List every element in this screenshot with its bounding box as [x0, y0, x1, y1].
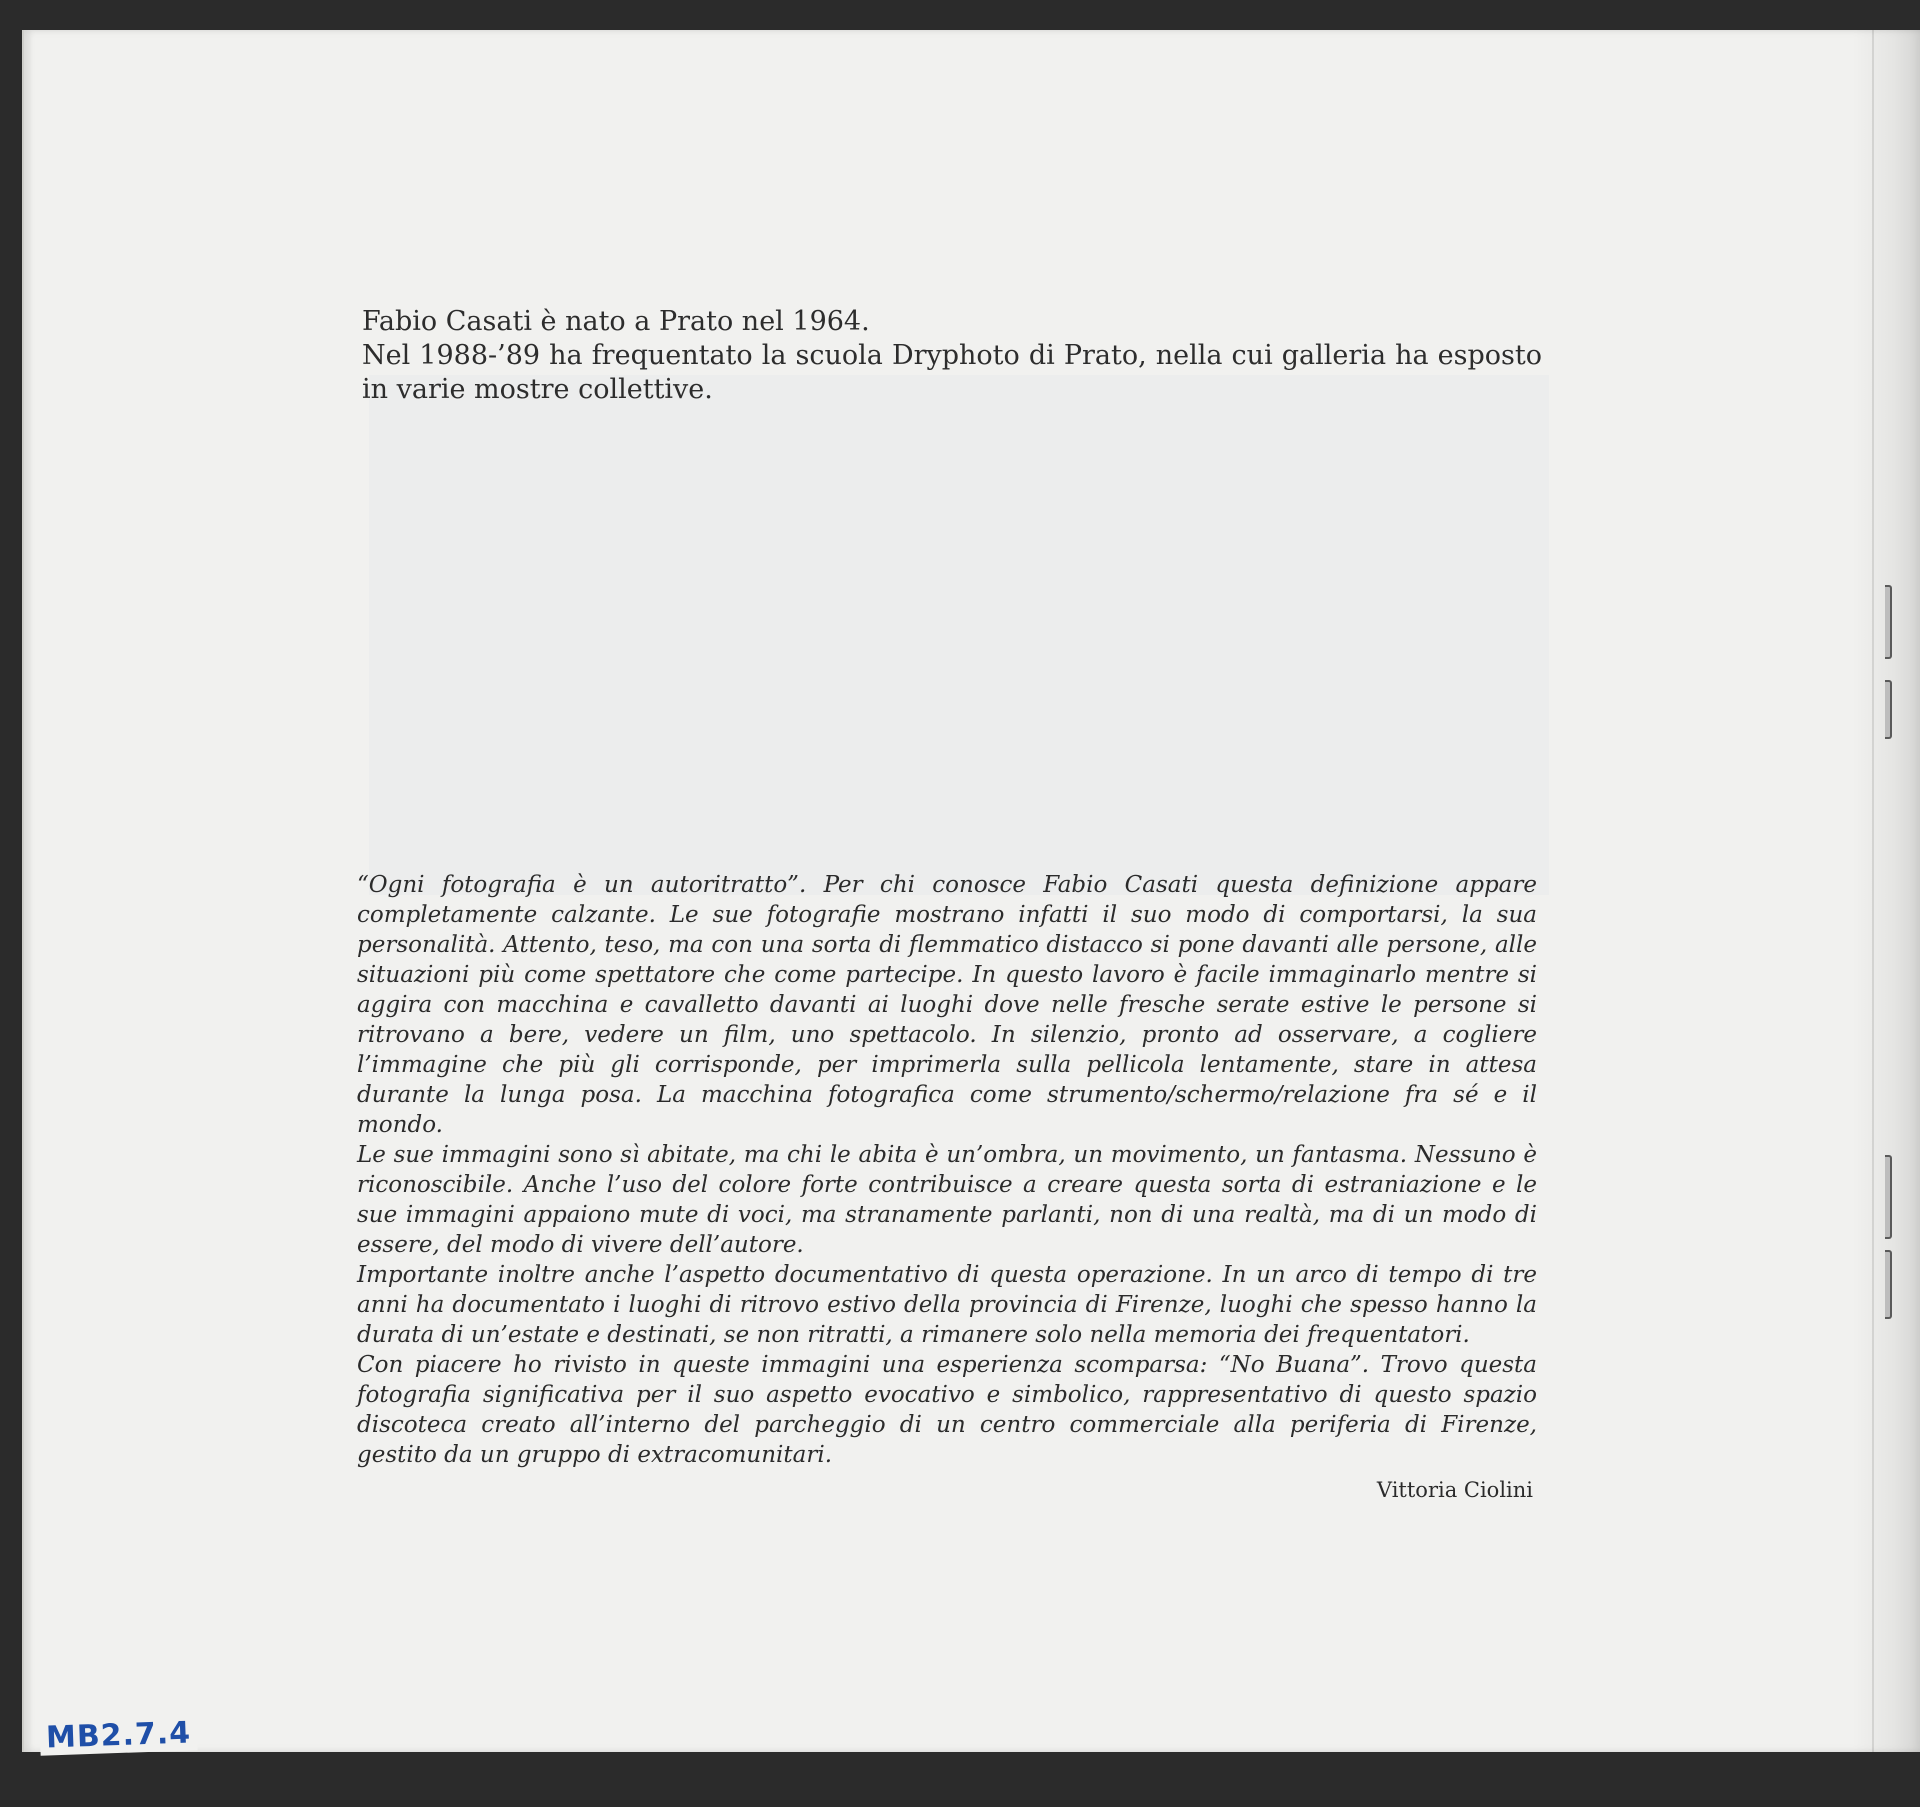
- essay-paragraph: Importante inoltre anche l’aspetto documentativo di questa operazione. In un arco di tempo di tre anni ha documentato i luoghi di ritrovo estivo della provincia di Firenze, luoghi che spesso hanno la durata di un’estate e destinati, se non ritratti, a rimanere solo nella memoria dei frequentatori.: [357, 1262, 1537, 1348]
- essay-paragraph: Con piacere ho rivisto in queste immagini una esperienza scomparsa: “No Buana”. Trovo questa fotografia significativa per il suo aspetto evocativo e simbolico, rappresentativo di questo spazio discoteca creato all’interno del parcheggio di un centro commerciale alla periferia di Firenze, gestito da un gruppo di extracomunitari.: [357, 1352, 1537, 1468]
- staple-icon: [1885, 1155, 1892, 1239]
- show-through-image: [369, 375, 1549, 895]
- essay-text: [357, 870, 1537, 1470]
- essay-paragraph: Le sue immagini sono sì abitate, ma chi le abita è un’ombra, un movimento, un fantasma. Nessuno è riconoscibile. Anche l’uso del colore forte contribuisce a creare questa sorta di estraniazione e le sue immagini appaiono mute di voci, ma stranamente parlanti, non di una realtà, ma di un modo di essere, del modo di vivere dell’autore.: [357, 1142, 1537, 1258]
- essay-author: Vittoria Ciolini: [1376, 1478, 1533, 1502]
- page-binding-shadow: [1852, 30, 1920, 1752]
- staple-icon: [1885, 680, 1892, 739]
- staple-icon: [1885, 1250, 1892, 1319]
- author-bio: [362, 305, 1542, 407]
- binding-crease: [1872, 30, 1874, 1752]
- staple-icon: [1885, 585, 1892, 659]
- bio-line-2: Nel 1988-’89 ha frequentato la scuola Dryphoto di Prato, nella cui galleria ha esposto in varie mostre collettive.: [362, 340, 1542, 405]
- essay-paragraph: “Ogni fotografia è un autoritratto”. Per chi conosce Fabio Casati questa definizione appare completamente calzante. Le sue fotografie mostrano infatti il suo modo di comportarsi, la sua personalità. Attento, teso, ma con una sorta di flemmatico distacco si pone davanti alle persone, alle situazioni più come spettatore che come partecipe. In questo lavoro è facile immaginarlo mentre si aggira con macchina e cavalletto davanti ai luoghi dove nelle fresche serate estive le persone si ritrovano a bere, vedere un film, uno spettacolo. In silenzio, pronto ad osservare, a cogliere l’immagine che più gli corrisponde, per imprimerla sulla pellicola lentamente, stare in attesa durante la lunga posa. La macchina fotografica come strumento/schermo/relazione fra sé e il mondo.: [357, 872, 1537, 1138]
- archive-shelfmark: MB2.7.4: [39, 1715, 197, 1755]
- bio-line-1: Fabio Casati è nato a Prato nel 1964.: [362, 306, 870, 337]
